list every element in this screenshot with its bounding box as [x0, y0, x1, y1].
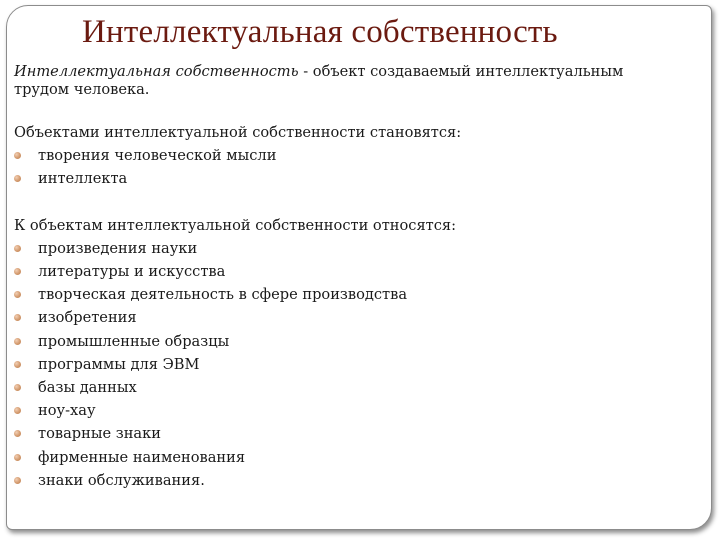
- list-item-label: знаки обслуживания.: [38, 471, 205, 489]
- list-item-label: фирменные наименования: [38, 448, 246, 466]
- bullet-icon: [14, 361, 21, 368]
- definition-term: Интеллектуальная собственность: [14, 63, 299, 80]
- bullet-icon: [14, 314, 21, 321]
- list-item: [14, 306, 694, 329]
- belong-heading: К объектам интеллектуальной собственности относятся:: [14, 216, 457, 234]
- list-item: [14, 353, 694, 376]
- belong-list: [14, 237, 694, 492]
- slide-title: Интеллектуальная собственность: [82, 14, 558, 50]
- list-item-label: творения человеческой мысли: [38, 147, 277, 165]
- bullet-icon: [14, 430, 21, 437]
- bullet-icon: [14, 407, 21, 414]
- bullet-icon: [14, 291, 21, 298]
- list-item-label: базы данных: [38, 379, 137, 397]
- list-item: [14, 283, 694, 306]
- list-item-label: литературы и искусства: [38, 263, 226, 281]
- list-item: [14, 399, 694, 422]
- list-item: [14, 260, 694, 283]
- slide-content: [14, 63, 694, 492]
- list-item-label: товарные знаки: [38, 425, 161, 443]
- objects-list: [14, 144, 694, 190]
- list-item: [14, 376, 694, 399]
- bullet-icon: [14, 175, 21, 182]
- list-item: [14, 469, 694, 492]
- definition-text: - объект создаваемый интеллектуальным: [298, 63, 624, 80]
- definition-line-2: трудом человека.: [14, 81, 150, 98]
- list-item-label: произведения науки: [38, 239, 198, 257]
- list-item: [14, 167, 694, 190]
- bullet-icon: [14, 152, 21, 159]
- list-item: [14, 237, 694, 260]
- list-item: [14, 330, 694, 353]
- bullet-icon: [14, 268, 21, 275]
- list-item-label: промышленные образцы: [38, 332, 230, 350]
- list-item: [14, 446, 694, 469]
- list-item-label: изобретения: [38, 309, 137, 327]
- definition-line: [14, 63, 694, 81]
- list-item-label: программы для ЭВМ: [38, 355, 200, 373]
- bullet-icon: [14, 477, 21, 484]
- bullet-icon: [14, 454, 21, 461]
- list-item-label: творческая деятельность в сфере производства: [38, 286, 408, 304]
- list-item: [14, 422, 694, 445]
- bullet-icon: [14, 245, 21, 252]
- list-item: [14, 144, 694, 167]
- bullet-icon: [14, 338, 21, 345]
- objects-heading: Объектами интеллектуальной собственности становятся:: [14, 124, 462, 141]
- bullet-icon: [14, 384, 21, 391]
- list-item-label: интеллекта: [38, 170, 128, 188]
- list-item-label: ноу-хау: [38, 402, 96, 420]
